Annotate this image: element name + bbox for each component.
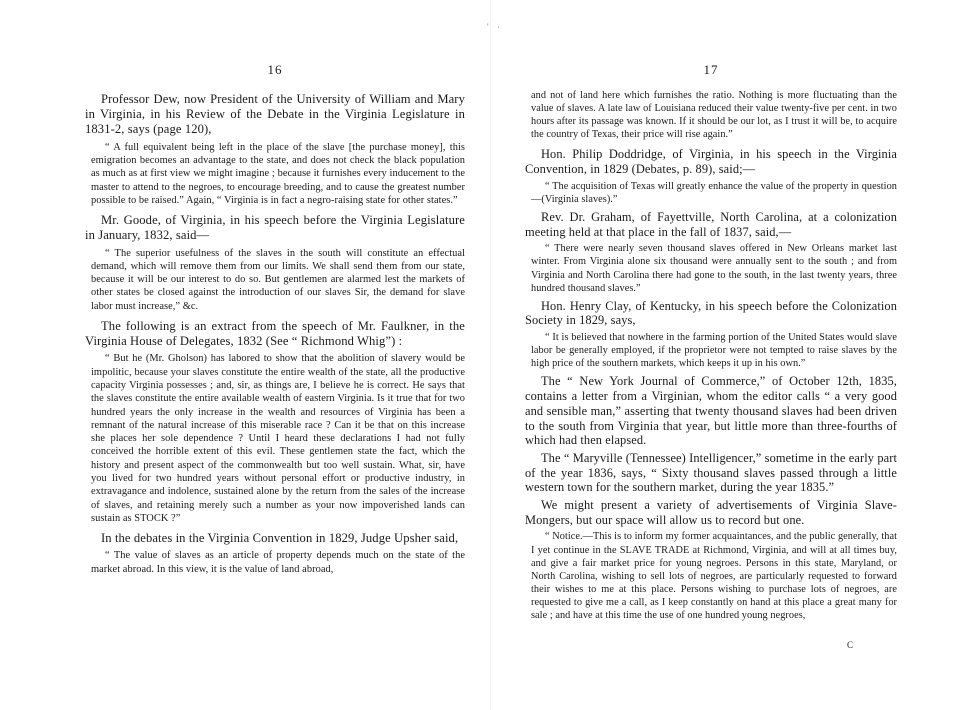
- quotation: “ There were nearly seven thousand slaves offered in New Orleans market last winter. From Virginia alone six thousand were annually sent to the south ; and from Virginia and North Carolina there had gone to the south, in the last twenty years, three hundred thousand slaves.”: [531, 243, 897, 294]
- paragraph: Rev. Dr. Graham, of Fayettville, North Carolina, at a colonization meeting held at that place in the fall of 1837, said,—: [525, 209, 897, 239]
- quotation: “ Notice.—This is to inform my former acquaintances, and the public generally, that I yet continue in the SLAVE TRADE at Richmond, Virginia, and will at all times buy, and give a fair market price for young negroes. Persons in this state, Maryland, or North Carolina, wishing to sell lots of negroes, are particularly requested to forward their wishes to me at this place. Persons wishing to purchase lots of negroes, are requested to give me a call, as I keep constantly on hand at this place a great many for sale ; and have at this time the use of one hundred young negroes,: [531, 531, 897, 622]
- scan-mark: ': [487, 22, 489, 32]
- page-body: [525, 89, 897, 626]
- paragraph: Professor Dew, now President of the University of William and Mary in Virginia, in his Review of the Debate in the Virginia Legislature in 1831-2, says (page 120),: [85, 92, 465, 137]
- scan-mark: ·: [497, 22, 500, 32]
- page-number: 17: [703, 62, 719, 77]
- quotation-continued: and not of land here which furnishes the ratio. Nothing is more fluctuating than the value of slaves. A late law of Louisiana reduced their value twenty-five per cent. in two hours after its passage was known. If it should be our lot, as I trust it will be, to acquire the country of Texas, their price will rise again.”: [531, 90, 897, 141]
- paragraph: Mr. Goode, of Virginia, in his speech before the Virginia Legislature in January, 1832, said—: [85, 213, 465, 243]
- paragraph: Hon. Henry Clay, of Kentucky, in his speech before the Colonization Society in 1829, says,: [525, 298, 897, 328]
- gutter: [490, 0, 491, 710]
- paragraph: We might present a variety of advertisements of Virginia Slave-Mongers, but our space will allow us to record but one.: [525, 498, 897, 527]
- paragraph: The “ Maryville (Tennessee) Intelligencer,” sometime in the early part of the year 1836, says, “ Sixty thousand slaves passed through a little western town for the southern market, during the year 1835.”: [525, 450, 897, 495]
- paragraph: Hon. Philip Doddridge, of Virginia, in his speech in the Virginia Convention, in 1829 (Debates, p. 89), said;—: [525, 147, 897, 177]
- quotation: “ A full equivalent being left in the place of the slave [the purchase money], this emigration becomes an advantage to the state, and does not check the black population as much as at first view we might imagine ; because it furnishes every inducement to the master to attend to the negroes, to encourage breeding, and to cause the greatest number possible to be raised.” Again, “ Virginia is in fact a negro-raising state for other states.”: [91, 141, 465, 206]
- paragraph: The “ New York Journal of Commerce,” of October 12th, 1835, contains a letter from a Virginian, whom the editor calls “ a very good and sensible man,” asserting that twenty thousand slaves had been driven to the south from Virginia that year, but little more than three-fourths of which had then elapsed.: [525, 374, 897, 448]
- quotation: “ The value of slaves as an article of property depends much on the state of the market abroad. In this view, it is the value of land abroad,: [91, 550, 465, 575]
- quotation: “ It is believed that nowhere in the farming portion of the United States would slave labor be generally employed, if the proprietor were not tempted to raise slaves by the high price of the southern markets, which keeps it up in his own.”: [531, 332, 897, 370]
- signature-mark: C: [846, 640, 853, 650]
- quotation: “ The superior usefulness of the slaves in the south will constitute an effectual demand, which will remove them from our limits. We shall send them from our state, because it will be our interest to do so. But gentlemen are alarmed lest the markets of other states be closed against the introduction of our slaves Sir, the demand for slave labor must increase,” &c.: [91, 247, 465, 312]
- paragraph: In the debates in the Virginia Convention in 1829, Judge Upsher said,: [101, 531, 459, 546]
- quotation: “ But he (Mr. Gholson) has labored to show that the abolition of slavery would be impolitic, because your slaves constitute the entire wealth of the state, all the productive capacity Virginia possesses ; and, sir, as things are, I believe he is correct. He says that the slaves constitute the entire available wealth of eastern Virginia. Is it true that for two hundred years the only increase in the wealth and resources of Virginia has been a remnant of the natural increase of this miserable race ? Can it be that on this increase she places her sole dependence ? Until I heard these declarations I had not fully conceived the horrible extent of this evil. These gentlemen state the fact, which the history and present aspect of the commonwealth but too well sustain. What, sir, have you lived for two hundred years without personal effort or productive industry, in extravagance and indolence, sustained alone by the return from the sales of the increase of slaves, and retaining merely such a number as your now impoverished lands can sustain as STOCK ?”: [91, 353, 465, 524]
- left-page: [85, 0, 465, 710]
- right-page: [525, 0, 897, 710]
- quotation: “ The acquisition of Texas will greatly enhance the value of the property in question—(Virginia slaves).”: [531, 180, 897, 205]
- page-number: 16: [267, 62, 283, 77]
- page-body: [85, 92, 465, 580]
- paragraph: The following is an extract from the speech of Mr. Faulkner, in the Virginia House of Delegates, 1832 (See “ Richmond Whig”) :: [85, 318, 465, 349]
